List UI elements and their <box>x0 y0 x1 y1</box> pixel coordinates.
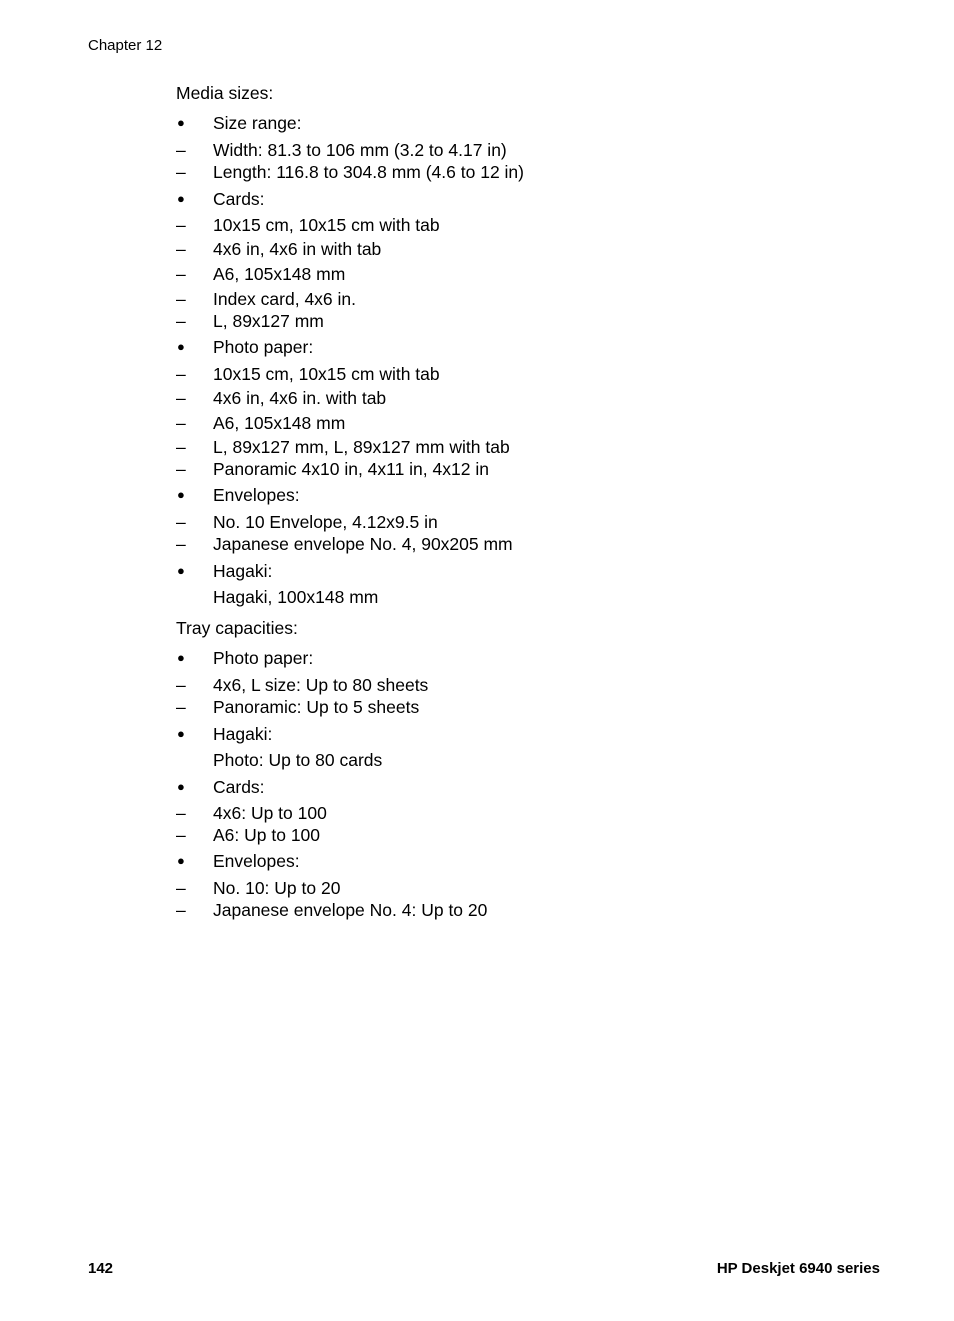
list-item <box>176 363 876 385</box>
item-text: No. 10: Up to 20 <box>213 878 341 898</box>
list-item <box>176 263 876 285</box>
list-item <box>176 139 876 161</box>
dash-icon: – <box>176 878 186 898</box>
dash-icon: – <box>176 388 186 408</box>
product-name: HP Deskjet 6940 series <box>716 1260 880 1277</box>
list-item <box>176 214 876 236</box>
dash-icon: – <box>176 239 186 259</box>
item-text: Japanese envelope No. 4: Up to 20 <box>213 900 488 920</box>
sublist-container <box>176 511 876 555</box>
list-item <box>176 802 876 824</box>
list-item <box>176 877 876 899</box>
list-item <box>176 723 876 745</box>
dash-icon: – <box>176 900 186 920</box>
list-item <box>176 112 876 134</box>
list-item <box>176 776 876 798</box>
item-text: A6: Up to 100 <box>213 825 321 845</box>
list-item <box>176 288 876 310</box>
item-label: Size range: <box>213 113 302 133</box>
list-item <box>176 533 876 555</box>
list-item <box>176 458 876 480</box>
item-text: A6, 105x148 mm <box>213 264 346 284</box>
item-label: Envelopes: <box>213 485 300 505</box>
item-label: Cards: <box>213 777 265 797</box>
item-text: 4x6 in, 4x6 in with tab <box>213 239 382 259</box>
item-text: 10x15 cm, 10x15 cm with tab <box>213 364 440 384</box>
sublist <box>176 877 876 921</box>
list-item <box>176 310 876 332</box>
bullet-icon: ● <box>177 563 185 578</box>
dash-icon: – <box>176 825 186 845</box>
media-sizes-heading: Media sizes: <box>176 83 274 103</box>
page-content <box>176 82 876 921</box>
list-item <box>176 188 876 210</box>
dash-icon: – <box>176 512 186 532</box>
item-label: Hagaki: <box>213 724 273 744</box>
sublist-container <box>176 877 876 921</box>
bullet-icon: ● <box>177 191 185 206</box>
list-item <box>176 484 876 506</box>
dash-icon: – <box>176 264 186 284</box>
list-item <box>176 696 876 718</box>
page-number: 142 <box>88 1260 114 1277</box>
item-label: Envelopes: <box>213 851 300 871</box>
dash-icon: – <box>176 675 186 695</box>
dash-icon: – <box>176 140 186 160</box>
bullet-icon: ● <box>177 339 185 354</box>
list-item <box>176 647 876 669</box>
item-body-text: Hagaki, 100x148 mm <box>213 587 379 607</box>
list-item <box>176 387 876 409</box>
sublist <box>176 511 876 555</box>
item-label: Hagaki: <box>213 561 273 581</box>
item-text: 4x6: Up to 100 <box>213 803 327 823</box>
bullet-icon: ● <box>177 487 185 502</box>
item-text: 10x15 cm, 10x15 cm with tab <box>213 215 440 235</box>
dash-icon: – <box>176 413 186 433</box>
dash-icon: – <box>176 162 186 182</box>
sublist <box>176 139 876 183</box>
item-text: 4x6, L size: Up to 80 sheets <box>213 675 429 695</box>
running-header-chapter: Chapter 12 <box>88 37 163 54</box>
item-label: Photo paper: <box>213 337 314 357</box>
dash-icon: – <box>176 289 186 309</box>
list-item <box>176 412 876 434</box>
item-text: No. 10 Envelope, 4.12x9.5 in <box>213 512 438 532</box>
dash-icon: – <box>176 534 186 554</box>
list-item <box>176 850 876 872</box>
tray-capacities-heading: Tray capacities: <box>176 618 298 638</box>
dash-icon: – <box>176 803 186 823</box>
list-item <box>176 824 876 846</box>
media-sizes-list <box>176 112 876 608</box>
list-item <box>176 674 876 696</box>
bullet-icon: ● <box>177 115 185 130</box>
tray-capacities-list <box>176 647 876 921</box>
item-text: Width: 81.3 to 106 mm (3.2 to 4.17 in) <box>213 140 507 160</box>
sublist-container <box>176 214 876 332</box>
sublist <box>176 363 876 480</box>
list-item <box>176 511 876 533</box>
dash-icon: – <box>176 697 186 717</box>
bullet-icon: ● <box>177 853 185 868</box>
list-item <box>176 436 876 458</box>
sublist-container <box>176 363 876 480</box>
sublist <box>176 214 876 332</box>
item-text: A6, 105x148 mm <box>213 413 346 433</box>
item-text: Index card, 4x6 in. <box>213 289 356 309</box>
dash-icon: – <box>176 311 186 331</box>
list-item <box>176 899 876 921</box>
bullet-icon: ● <box>177 726 185 741</box>
dash-icon: – <box>176 364 186 384</box>
list-item <box>176 161 876 183</box>
list-item <box>176 336 876 358</box>
item-label: Photo paper: <box>213 648 314 668</box>
sublist-container <box>176 139 876 183</box>
item-text: Japanese envelope No. 4, 90x205 mm <box>213 534 513 554</box>
item-text: 4x6 in, 4x6 in. with tab <box>213 388 387 408</box>
dash-icon: – <box>176 459 186 479</box>
item-text: L, 89x127 mm, L, 89x127 mm with tab <box>213 437 510 457</box>
bullet-icon: ● <box>177 650 185 665</box>
list-item <box>176 560 876 582</box>
item-body-text: Photo: Up to 80 cards <box>213 750 383 770</box>
sublist-container <box>176 674 876 718</box>
sublist <box>176 674 876 718</box>
sublist-container <box>176 802 876 846</box>
sublist <box>176 802 876 846</box>
dash-icon: – <box>176 215 186 235</box>
dash-icon: – <box>176 437 186 457</box>
bullet-icon: ● <box>177 779 185 794</box>
item-label: Cards: <box>213 189 265 209</box>
item-text: Panoramic: Up to 5 sheets <box>213 697 420 717</box>
item-text: Length: 116.8 to 304.8 mm (4.6 to 12 in) <box>213 162 524 182</box>
list-item <box>176 238 876 260</box>
item-text: L, 89x127 mm <box>213 311 324 331</box>
item-text: Panoramic 4x10 in, 4x11 in, 4x12 in <box>213 459 489 479</box>
